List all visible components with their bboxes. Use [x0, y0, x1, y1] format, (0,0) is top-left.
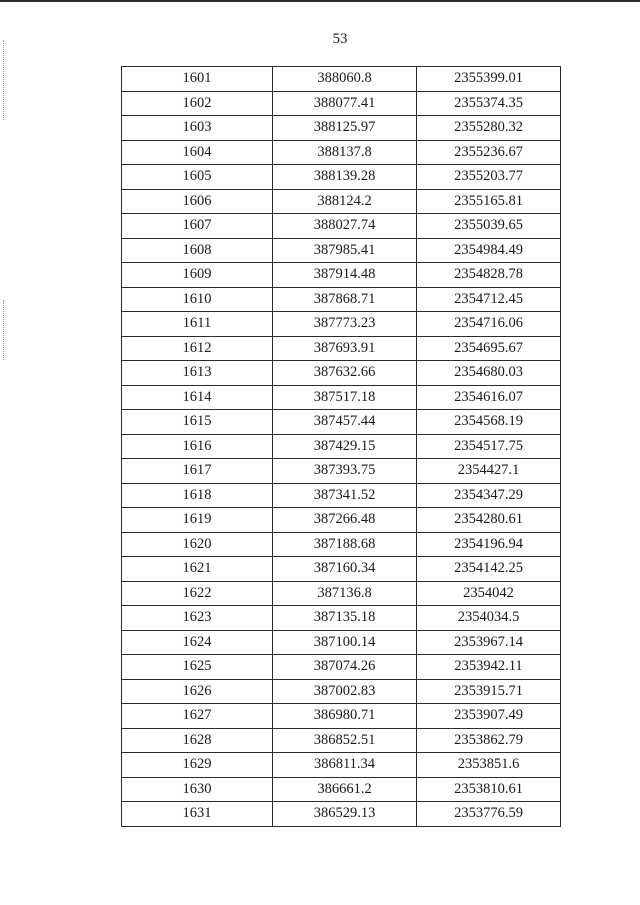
x-coordinate-cell: 388060.8 — [273, 67, 417, 92]
x-coordinate-cell: 387074.26 — [273, 655, 417, 680]
y-coordinate-cell: 2354042 — [417, 581, 561, 606]
table-row — [122, 361, 561, 386]
x-coordinate-cell: 387188.68 — [273, 532, 417, 557]
x-coordinate-cell: 386661.2 — [273, 777, 417, 802]
y-coordinate-cell: 2354196.94 — [417, 532, 561, 557]
x-coordinate-cell: 387985.41 — [273, 238, 417, 263]
y-coordinate-cell: 2355374.35 — [417, 91, 561, 116]
table-row — [122, 91, 561, 116]
table-row — [122, 214, 561, 239]
point-number-cell: 1630 — [122, 777, 273, 802]
y-coordinate-cell: 2354517.75 — [417, 434, 561, 459]
point-number-cell: 1628 — [122, 728, 273, 753]
x-coordinate-cell: 387341.52 — [273, 483, 417, 508]
x-coordinate-cell: 387632.66 — [273, 361, 417, 386]
point-number-cell: 1610 — [122, 287, 273, 312]
y-coordinate-cell: 2355236.67 — [417, 140, 561, 165]
table-row — [122, 557, 561, 582]
point-number-cell: 1626 — [122, 679, 273, 704]
table-row — [122, 581, 561, 606]
x-coordinate-cell: 387773.23 — [273, 312, 417, 337]
y-coordinate-cell: 2354142.25 — [417, 557, 561, 582]
point-number-cell: 1604 — [122, 140, 273, 165]
y-coordinate-cell: 2353967.14 — [417, 630, 561, 655]
table-row — [122, 434, 561, 459]
x-coordinate-cell: 387160.34 — [273, 557, 417, 582]
y-coordinate-cell: 2354427.1 — [417, 459, 561, 484]
y-coordinate-cell: 2354828.78 — [417, 263, 561, 288]
point-number-cell: 1617 — [122, 459, 273, 484]
point-number-cell: 1605 — [122, 165, 273, 190]
x-coordinate-cell: 388124.2 — [273, 189, 417, 214]
y-coordinate-cell: 2353862.79 — [417, 728, 561, 753]
table-body — [122, 67, 561, 827]
x-coordinate-cell: 387517.18 — [273, 385, 417, 410]
x-coordinate-cell: 387693.91 — [273, 336, 417, 361]
table-row — [122, 336, 561, 361]
point-number-cell: 1618 — [122, 483, 273, 508]
margin-dots — [3, 40, 5, 120]
table-row — [122, 140, 561, 165]
x-coordinate-cell: 387429.15 — [273, 434, 417, 459]
point-number-cell: 1611 — [122, 312, 273, 337]
table-row — [122, 483, 561, 508]
point-number-cell: 1607 — [122, 214, 273, 239]
table-row — [122, 777, 561, 802]
x-coordinate-cell: 386852.51 — [273, 728, 417, 753]
x-coordinate-cell: 386980.71 — [273, 704, 417, 729]
y-coordinate-cell: 2353810.61 — [417, 777, 561, 802]
x-coordinate-cell: 387457.44 — [273, 410, 417, 435]
y-coordinate-cell: 2355165.81 — [417, 189, 561, 214]
y-coordinate-cell: 2355280.32 — [417, 116, 561, 141]
table-row — [122, 385, 561, 410]
point-number-cell: 1631 — [122, 802, 273, 827]
point-number-cell: 1625 — [122, 655, 273, 680]
table-row — [122, 630, 561, 655]
x-coordinate-cell: 386529.13 — [273, 802, 417, 827]
margin-dots — [3, 300, 5, 360]
x-coordinate-cell: 388137.8 — [273, 140, 417, 165]
table-row — [122, 728, 561, 753]
table-row — [122, 67, 561, 92]
point-number-cell: 1621 — [122, 557, 273, 582]
point-number-cell: 1627 — [122, 704, 273, 729]
y-coordinate-cell: 2354716.06 — [417, 312, 561, 337]
x-coordinate-cell: 387393.75 — [273, 459, 417, 484]
point-number-cell: 1601 — [122, 67, 273, 92]
y-coordinate-cell: 2354347.29 — [417, 483, 561, 508]
y-coordinate-cell: 2354616.07 — [417, 385, 561, 410]
point-number-cell: 1620 — [122, 532, 273, 557]
table-row — [122, 655, 561, 680]
point-number-cell: 1612 — [122, 336, 273, 361]
point-number-cell: 1624 — [122, 630, 273, 655]
table-row — [122, 116, 561, 141]
y-coordinate-cell: 2354568.19 — [417, 410, 561, 435]
x-coordinate-cell: 388125.97 — [273, 116, 417, 141]
y-coordinate-cell: 2354680.03 — [417, 361, 561, 386]
table-row — [122, 410, 561, 435]
x-coordinate-cell: 388139.28 — [273, 165, 417, 190]
y-coordinate-cell: 2354712.45 — [417, 287, 561, 312]
y-coordinate-cell: 2354984.49 — [417, 238, 561, 263]
table-row — [122, 459, 561, 484]
point-number-cell: 1623 — [122, 606, 273, 631]
table-row — [122, 606, 561, 631]
y-coordinate-cell: 2353851.6 — [417, 753, 561, 778]
x-coordinate-cell: 386811.34 — [273, 753, 417, 778]
point-number-cell: 1613 — [122, 361, 273, 386]
point-number-cell: 1608 — [122, 238, 273, 263]
x-coordinate-cell: 388077.41 — [273, 91, 417, 116]
y-coordinate-cell: 2355203.77 — [417, 165, 561, 190]
y-coordinate-cell: 2354034.5 — [417, 606, 561, 631]
table-row — [122, 238, 561, 263]
table-row — [122, 189, 561, 214]
coordinates-table — [121, 66, 561, 827]
x-coordinate-cell: 387868.71 — [273, 287, 417, 312]
point-number-cell: 1603 — [122, 116, 273, 141]
y-coordinate-cell: 2353915.71 — [417, 679, 561, 704]
point-number-cell: 1629 — [122, 753, 273, 778]
point-number-cell: 1615 — [122, 410, 273, 435]
y-coordinate-cell: 2355039.65 — [417, 214, 561, 239]
x-coordinate-cell: 387266.48 — [273, 508, 417, 533]
x-coordinate-cell: 388027.74 — [273, 214, 417, 239]
x-coordinate-cell: 387135.18 — [273, 606, 417, 631]
table-row — [122, 704, 561, 729]
table-row — [122, 753, 561, 778]
y-coordinate-cell: 2354695.67 — [417, 336, 561, 361]
y-coordinate-cell: 2353942.11 — [417, 655, 561, 680]
top-rule — [0, 0, 640, 2]
coordinates-table-container — [121, 66, 561, 827]
point-number-cell: 1616 — [122, 434, 273, 459]
x-coordinate-cell: 387002.83 — [273, 679, 417, 704]
table-row — [122, 287, 561, 312]
page-number: 53 — [332, 31, 348, 47]
table-row — [122, 802, 561, 827]
point-number-cell: 1606 — [122, 189, 273, 214]
table-row — [122, 312, 561, 337]
table-row — [122, 508, 561, 533]
x-coordinate-cell: 387100.14 — [273, 630, 417, 655]
table-row — [122, 532, 561, 557]
y-coordinate-cell: 2355399.01 — [417, 67, 561, 92]
point-number-cell: 1619 — [122, 508, 273, 533]
y-coordinate-cell: 2353776.59 — [417, 802, 561, 827]
table-row — [122, 263, 561, 288]
x-coordinate-cell: 387914.48 — [273, 263, 417, 288]
point-number-cell: 1609 — [122, 263, 273, 288]
y-coordinate-cell: 2354280.61 — [417, 508, 561, 533]
y-coordinate-cell: 2353907.49 — [417, 704, 561, 729]
point-number-cell: 1614 — [122, 385, 273, 410]
table-row — [122, 679, 561, 704]
table-row — [122, 165, 561, 190]
point-number-cell: 1602 — [122, 91, 273, 116]
point-number-cell: 1622 — [122, 581, 273, 606]
x-coordinate-cell: 387136.8 — [273, 581, 417, 606]
